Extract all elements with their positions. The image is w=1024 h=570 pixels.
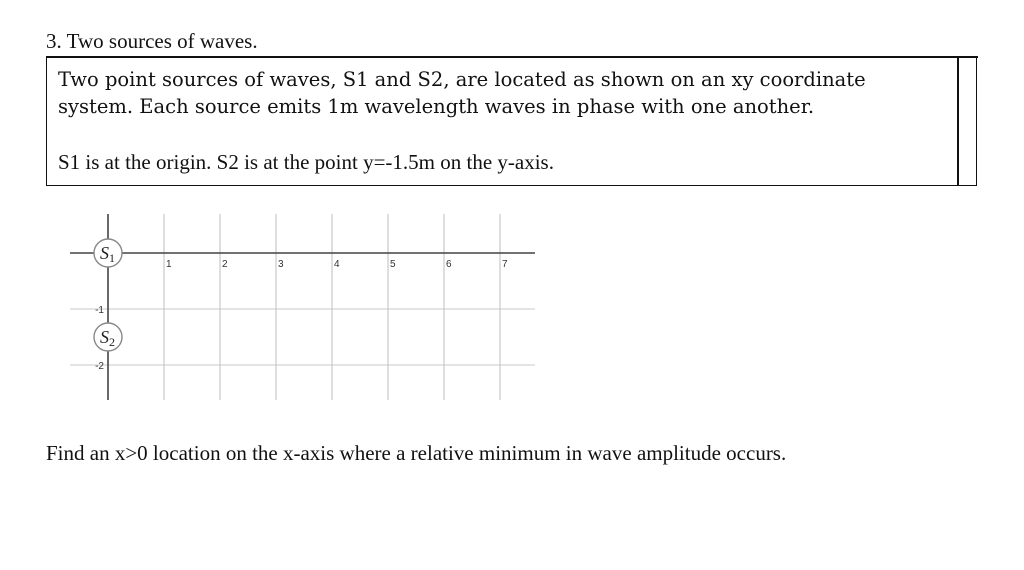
x-tick-label: 7 [502, 259, 508, 270]
x-tick-label: 3 [278, 259, 284, 270]
grid-lines [70, 214, 535, 400]
x-tick-label: 4 [334, 259, 340, 270]
tick-labels [95, 259, 508, 372]
y-tick-label: -2 [95, 361, 104, 372]
question-heading: 3. Two sources of waves. [46, 28, 978, 58]
x-tick-label: 1 [166, 259, 172, 270]
question-prompt: Find an x>0 location on the x-axis where a relative minimum in wave amplitude occurs. [46, 441, 787, 465]
x-tick-label: 2 [222, 259, 228, 270]
x-tick-label: 6 [446, 259, 452, 270]
problem-box-side-column [958, 56, 977, 186]
problem-description: Two point sources of waves, S1 and S2, are located as shown on an xy coordinate system. Each source emits 1m wavelength waves in phase with one another. [58, 68, 866, 118]
coordinate-diagram [60, 210, 550, 410]
source-positions: S1 is at the origin. S2 is at the point y=-1.5m on the y-axis. [58, 150, 554, 174]
x-tick-label: 5 [390, 259, 396, 270]
y-tick-label: -1 [95, 305, 104, 316]
source-2-label: S2 [100, 327, 115, 349]
source-1-label: S1 [100, 243, 115, 265]
